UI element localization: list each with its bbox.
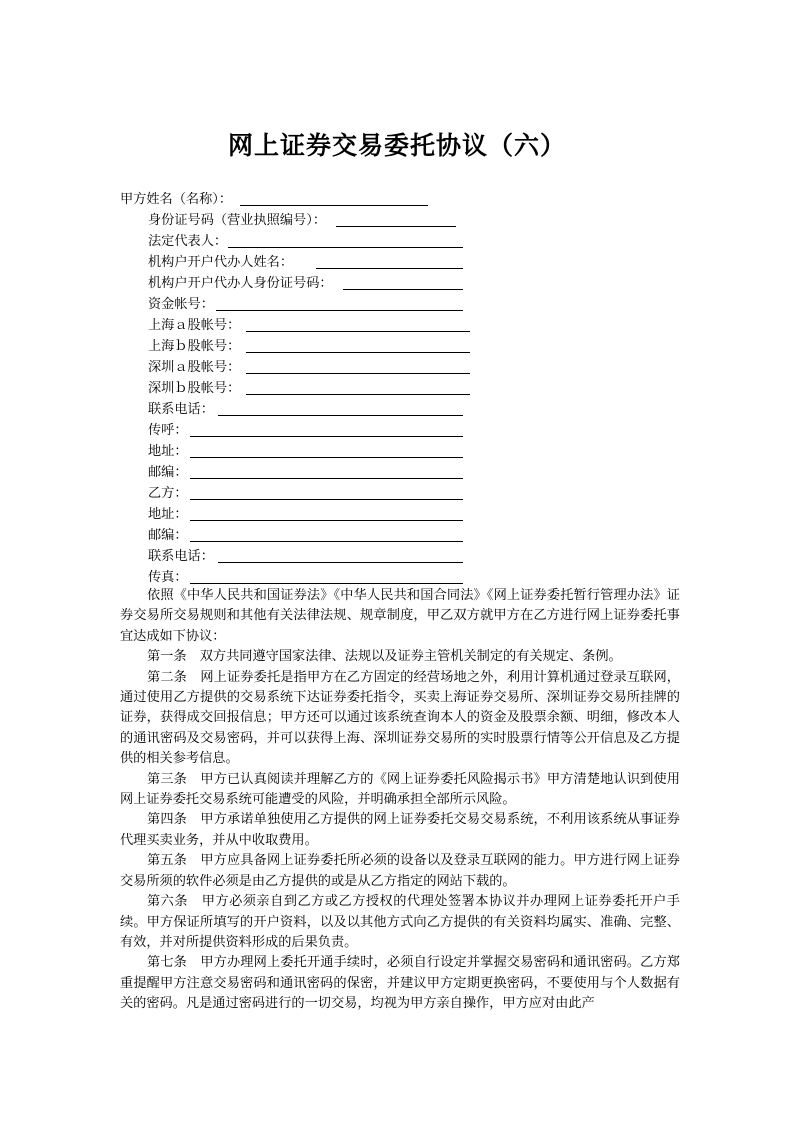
field-address <box>148 442 188 462</box>
field-party-b-address <box>148 505 188 525</box>
article-4: 第四条 甲方承诺单独使用乙方提供的网上证券委托交易交易系统，不利用该系统从事证券代理买卖业务，并从中收取费用。 <box>120 812 680 848</box>
blank-line <box>216 310 463 311</box>
field-party-b-postcode <box>148 526 188 546</box>
field-id-number <box>148 211 326 231</box>
field-label: 上海ａ股帐号： <box>148 318 241 333</box>
field-label: 乙方： <box>148 486 188 501</box>
field-label: 邮编： <box>148 528 188 543</box>
blank-line <box>246 373 470 374</box>
blank-line <box>240 205 428 206</box>
field-pager <box>148 421 188 441</box>
blank-line <box>190 499 463 500</box>
document-title: 网上证券交易委托协议（六） <box>227 131 566 160</box>
field-label: 联系电话： <box>148 549 214 564</box>
field-fund-account <box>148 295 214 315</box>
blank-line <box>336 226 456 227</box>
blank-line <box>190 457 463 458</box>
field-label: 深圳ｂ股帐号： <box>148 381 241 396</box>
field-party-a-name <box>120 190 232 210</box>
blank-line <box>190 583 463 584</box>
blank-line <box>218 562 463 563</box>
field-label: 上海ｂ股帐号： <box>148 339 241 354</box>
blank-line <box>316 268 463 269</box>
agreement-body <box>120 586 680 1015</box>
field-label: 资金帐号： <box>148 297 214 312</box>
blank-line <box>246 331 470 332</box>
blank-line <box>190 541 463 542</box>
blank-line <box>190 478 463 479</box>
field-label: 联系电话： <box>148 402 214 417</box>
field-label: 深圳ａ股帐号： <box>148 360 241 375</box>
blank-line <box>190 436 463 437</box>
field-party-b-fax <box>148 568 188 588</box>
article-7: 第七条 甲方办理网上委托开通手续时，必须自行设定并掌握交易密码和通讯密码。乙方郑重提醒甲方注意交易密码和通讯密码的保密，并建议甲方定期更换密码，不要使用与个人数据有关的密码。凡是通过密码进行的一切交易，均视为甲方亲自操作，甲方应对由此产 <box>120 955 680 1012</box>
field-agent-id <box>148 274 333 294</box>
field-label: 机构户开户代办人姓名： <box>148 255 294 270</box>
field-label: 机构户开户代办人身份证号码： <box>148 276 333 291</box>
field-sz-b-account <box>148 379 240 399</box>
field-sh-a-account <box>148 316 240 336</box>
field-postcode <box>148 463 188 483</box>
article-6: 第六条 甲方必须亲自到乙方或乙方授权的代理处签署本协议并办理网上证券委托开户手续。甲方保证所填写的开户资料，以及以其他方式向乙方提供的有关资料均属实、准确、完整、有效，并对所提供资料形成的后果负责。 <box>120 894 680 950</box>
blank-line <box>343 289 463 290</box>
article-1: 第一条 双方共同遵守国家法律、法规以及证券主管机关制定的有关规定、条例。 <box>147 649 622 665</box>
field-label: 传呼： <box>148 423 188 438</box>
field-sz-a-account <box>148 358 240 378</box>
field-party-b <box>148 484 188 504</box>
field-label: 地址： <box>148 444 188 459</box>
field-label: 地址： <box>148 507 188 522</box>
field-label: 法定代表人： <box>148 234 228 249</box>
blank-line <box>246 352 470 353</box>
blank-line <box>246 394 470 395</box>
article-5: 第五条 甲方应具备网上证券委托所必须的设备以及登录互联网的能力。甲方进行网上证券交易所须的软件必须是由乙方提供的或是从乙方指定的网站下载的。 <box>120 853 680 889</box>
field-party-b-phone <box>148 547 214 567</box>
article-3: 第三条 甲方已认真阅读并理解乙方的《网上证券委托风险揭示书》甲方清楚地认识到使用网上证券委托交易系统可能遭受的风险，并明确承担全部所示风险。 <box>120 771 680 808</box>
preamble-paragraph: 依照《中华人民共和国证券法》《中华人民共和国合同法》《网上证券委托暂行管理办法》证券交易所交易规则和其他有关法律法规、规章制度，甲乙双方就甲方在乙方进行网上证券委托事宜达成如下协议： <box>120 588 680 644</box>
field-phone <box>148 400 214 420</box>
blank-line <box>190 520 463 521</box>
field-label: 传真： <box>148 570 188 585</box>
blank-line <box>218 415 463 416</box>
field-label: 甲方姓名（名称）： <box>120 192 233 207</box>
field-label: 身份证号码（营业执照编号）： <box>148 213 327 228</box>
field-label: 邮编： <box>148 465 188 480</box>
blank-line <box>228 247 463 248</box>
field-agent-name <box>148 253 293 273</box>
field-legal-rep <box>148 232 227 252</box>
field-sh-b-account <box>148 337 240 357</box>
article-2: 第二条 网上证券委托是指甲方在乙方固定的经营场地之外，利用计算机通过登录互联网，通过使用乙方提供的交易系统下达证券委托指令，买卖上海证券交易所、深圳证券交易所挂牌的证券，获得成交回报信息；甲方还可以通过该系统查询本人的资金及股票余额、明细，修改本人的通讯密码及交易密码，并可以获得上海、深圳证券交易所的实时股票行情等公开信息及乙方提供的相关参考信息。 <box>120 669 680 767</box>
